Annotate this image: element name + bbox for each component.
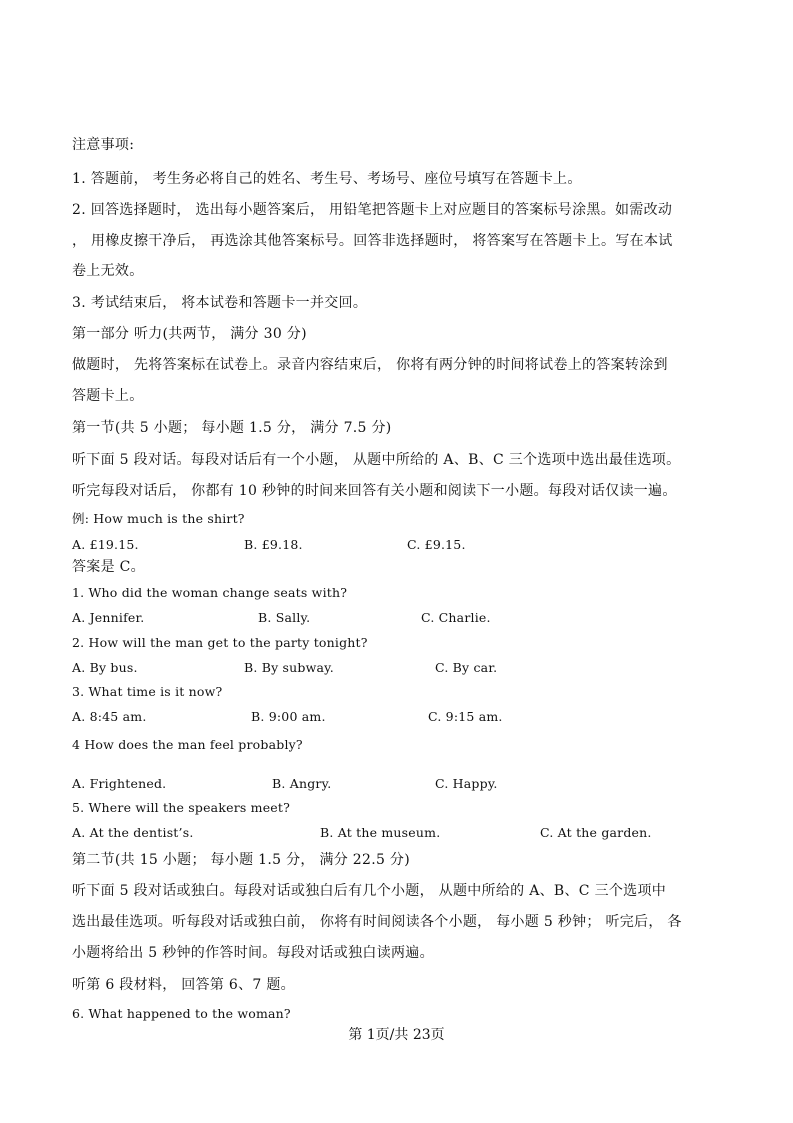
notice-title: 注意事项: [72,137,135,153]
section2-instruction-line-2: 选出最佳选项。听每段对话或独白前， 你将有时间阅读各个小题， 每小题 5 秒钟； 听完后， 各 [72,914,682,930]
page-number: 第 1页/共 23页 [348,1027,445,1043]
example-option-c: C. £9.15. [407,537,466,552]
notice-item-2-line-1: 2. 回答选择题时， 选出每小题答案后， 用铅笔把答题卡上对应题目的答案标号涂黑。如需改动 [72,202,673,218]
question-6: 6. What happened to the woman? [72,1006,291,1021]
question-5: 5. Where will the speakers meet? [72,800,291,815]
question-3-option-b: B. 9:00 am. [251,709,326,724]
material-instruction: 听第 6 段材料， 回答第 6、7 题。 [72,977,295,993]
question-1-option-b: B. Sally. [258,610,311,625]
notice-item-2-line-2: ， 用橡皮擦干净后， 再选涂其他答案标号。回答非选择题时， 将答案写在答题卡上。写在本试 [72,233,673,249]
question-1: 1. Who did the woman change seats with? [72,585,348,600]
notice-item-3: 3. 考试结束后， 将本试卷和答题卡一并交回。 [72,295,368,311]
question-5-option-a: A. At the dentist’s. [72,825,194,840]
question-1-option-c: C. Charlie. [421,610,491,625]
question-2: 2. How will the man get to the party tonight? [72,635,368,650]
example-question: 例: How much is the shirt? [72,511,245,526]
question-3-option-c: C. 9:15 am. [428,709,503,724]
section1-instruction-line-1: 听下面 5 段对话。每段对话后有一个小题， 从题中所给的 A、B、C 三个选项中选出最佳选项。 [72,452,681,468]
part1-instruction-line-1: 做题时， 先将答案标在试卷上。录音内容结束后， 你将有两分钟的时间将试卷上的答案转涂到 [72,357,668,373]
section2-instruction-line-1: 听下面 5 段对话或独白。每段对话或独白后有几个小题， 从题中所给的 A、B、C 三个选项中 [72,883,667,899]
part1-instruction-line-2: 答题卡上。 [72,388,144,404]
question-3-option-a: A. 8:45 am. [72,709,147,724]
question-2-option-a: A. By bus. [72,660,138,675]
part1-heading: 第一部分 听力(共两节， 满分 30 分) [72,326,307,342]
example-option-a: A. £19.15. [72,537,139,552]
question-4: 4 How does the man feel probably? [72,737,303,752]
section1-heading: 第一节(共 5 小题； 每小题 1.5 分， 满分 7.5 分) [72,420,392,436]
question-2-option-b: B. By subway. [244,660,334,675]
notice-item-2-line-3: 卷上无效。 [72,263,144,279]
section2-instruction-line-3: 小题将给出 5 秒钟的作答时间。每段对话或独白读两遍。 [72,945,434,961]
question-5-option-c: C. At the garden. [540,825,652,840]
question-5-option-b: B. At the museum. [320,825,441,840]
question-4-option-b: B. Angry. [272,776,332,791]
question-4-option-c: C. Happy. [435,776,498,791]
example-option-b: B. £9.18. [244,537,303,552]
question-4-option-a: A. Frightened. [72,776,167,791]
question-1-option-a: A. Jennifer. [72,610,145,625]
question-2-option-c: C. By car. [435,660,498,675]
section2-heading: 第二节(共 15 小题； 每小题 1.5 分， 满分 22.5 分) [72,852,410,868]
question-3: 3. What time is it now? [72,684,223,699]
section1-instruction-line-2: 听完每段对话后， 你都有 10 秒钟的时间来回答有关小题和阅读下一小题。每段对话仅读一遍。 [72,483,677,499]
example-answer: 答案是 C。 [72,559,145,575]
notice-item-1: 1. 答题前， 考生务必将自己的姓名、考生号、考场号、座位号填写在答题卡上。 [72,171,582,187]
